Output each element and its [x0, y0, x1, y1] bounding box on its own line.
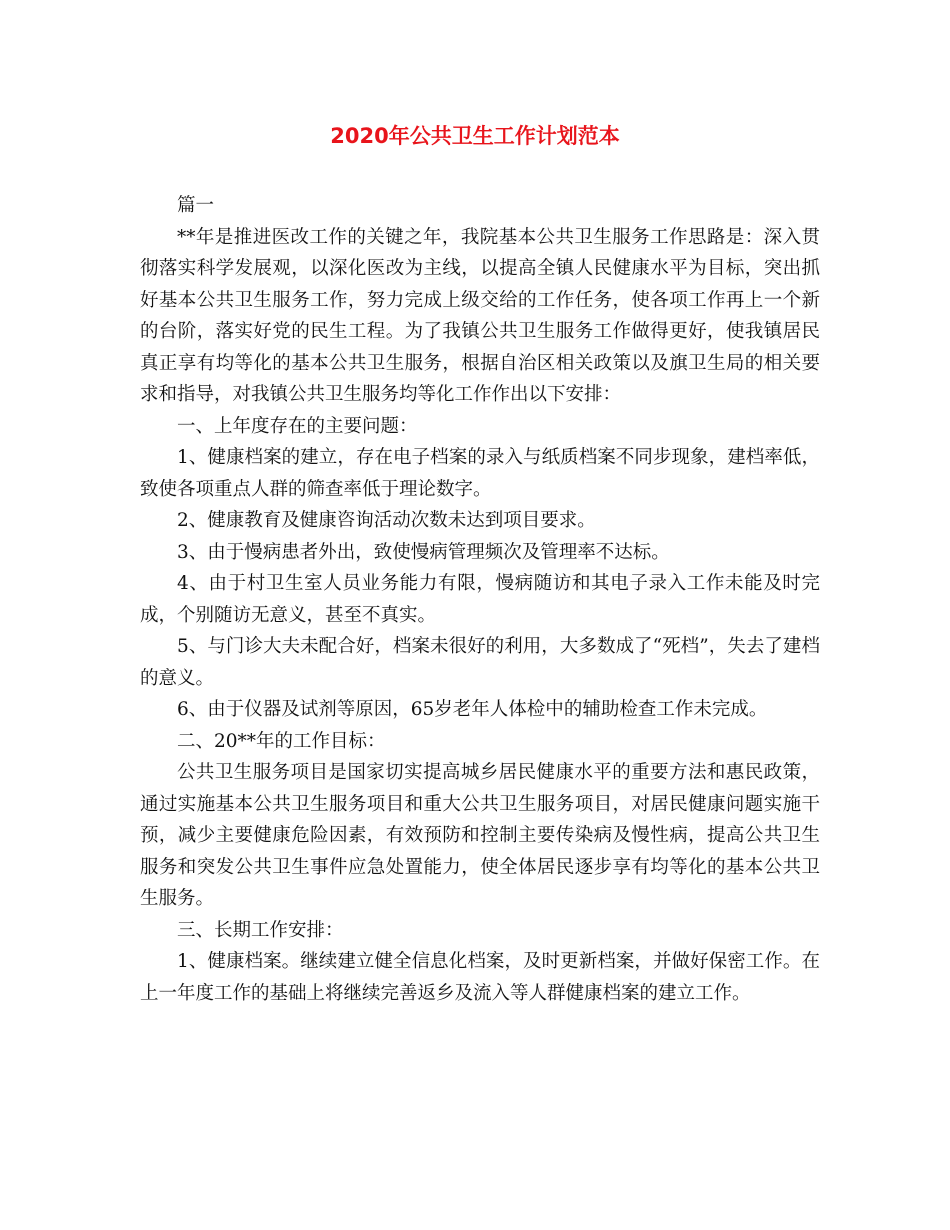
document-title: 2020年公共卫生工作计划范本: [330, 124, 620, 148]
problem-item-4: 4、由于村卫生室人员业务能力有限，慢病随访和其电子录入工作未能及时完成，个别随访无意义，甚至不真实。: [140, 573, 820, 626]
section-heading-goals: 二、20**年的工作目标：: [177, 730, 386, 752]
long-term-item-1: 1、健康档案。继续建立健全信息化档案，及时更新档案，并做好保密工作。在上一年度工作的基础上将继续完善返乡及流入等人群健康档案的建立工作。: [140, 951, 820, 1004]
intro-paragraph: **年是推进医改工作的关键之年，我院基本公共卫生服务工作思路是：深入贯彻落实科学发展观，以深化医改为主线，以提高全镇人民健康水平为目标，突出抓好基本公共卫生服务工作，努力完成上级交给的工作任务，使各项工作再上一个新的台阶，落实好党的民生工程。为了我镇公共卫生服务工作做得更好，使我镇居民真正享有均等化的基本公共卫生服务，根据自治区相关政策以及旗卫生局的相关要求和指导，对我镇公共卫生服务均等化工作作出以下安排：: [140, 226, 820, 405]
section-heading-problems: 一、上年度存在的主要问题：: [177, 415, 418, 437]
problem-item-3: 3、由于慢病患者外出，致使慢病管理频次及管理率不达标。: [177, 541, 670, 563]
problem-item-5: 5、与门诊大夫未配合好，档案未很好的利用，大多数成了“死档”，失去了建档的意义。: [140, 636, 820, 689]
problem-item-6: 6、由于仪器及试剂等原因，65岁老年人体检中的辅助检查工作未完成。: [177, 699, 768, 720]
section-label: 篇一: [177, 195, 215, 216]
problem-item-2: 2、健康教育及健康咨询活动次数未达到项目要求。: [177, 510, 596, 531]
section-heading-long-term: 三、长期工作安排：: [177, 919, 344, 941]
document-body: [140, 190, 820, 1009]
problem-item-1: 1、健康档案的建立，存在电子档案的录入与纸质档案不同步现象，建档率低，致使各项重点人群的筛查率低于理论数字。: [140, 447, 820, 500]
goals-paragraph: 公共卫生服务项目是国家切实提高城乡居民健康水平的重要方法和惠民政策，通过实施基本公共卫生服务项目和重大公共卫生服务项目，对居民健康问题实施干预，减少主要健康危险因素，有效预防和控制主要传染病及慢性病，提高公共卫生服务和突发公共卫生事件应急处置能力，使全体居民逐步享有均等化的基本公共卫生服务。: [140, 762, 820, 909]
